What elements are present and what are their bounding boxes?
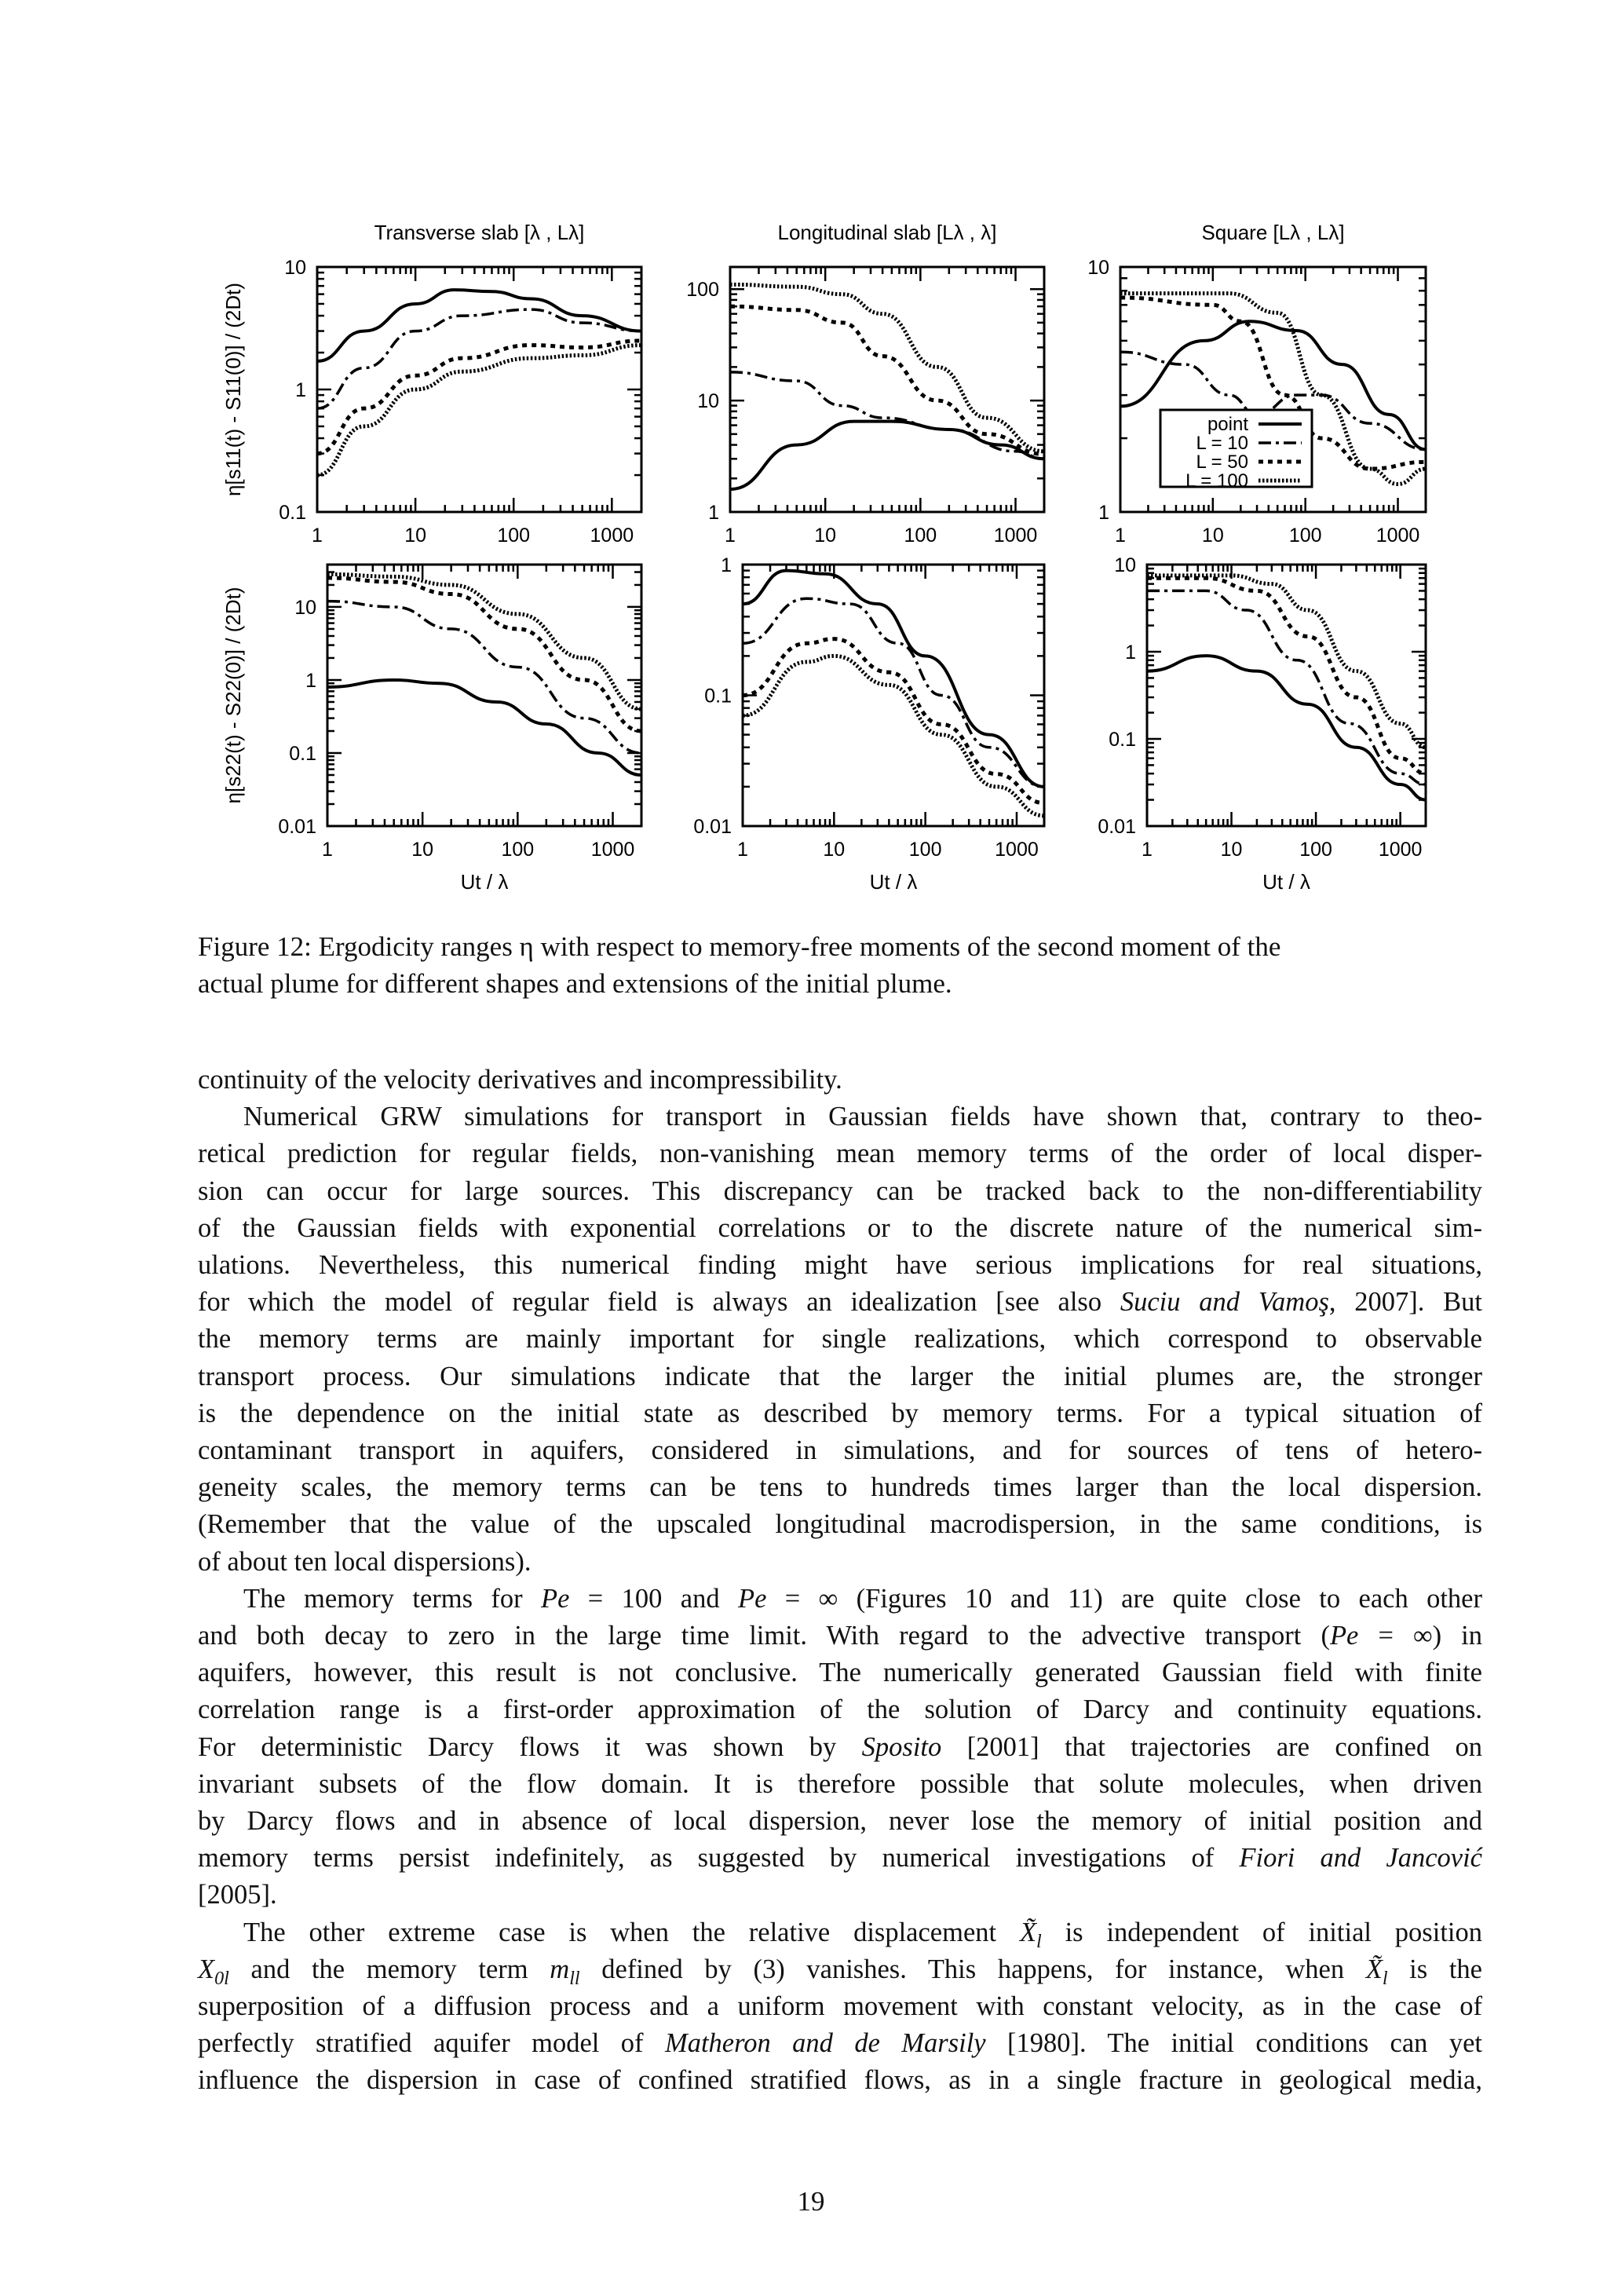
text-segment: sion can occur for large sources. This discrepancy can be tracked back to the non-differentiability	[198, 1175, 1482, 1206]
y-tick-label: 0.01	[1098, 816, 1136, 838]
text-line	[198, 1469, 1482, 1505]
text-segment: [1980]. The initial conditions can yet	[985, 2028, 1482, 2059]
x-tick-label: 100	[908, 839, 942, 861]
y-tick-label: 1	[1125, 642, 1136, 664]
text-segment: contaminant transport in aquifers, considered in simulations, and for sources of tens of hetero-	[198, 1435, 1482, 1465]
series-point	[730, 422, 1044, 489]
y-tick-label: 0.1	[289, 742, 316, 765]
italic-text: l	[1382, 1967, 1388, 1989]
y-tick-label: 0.1	[279, 502, 306, 524]
text-line	[198, 1581, 1482, 1617]
text-segment: aquifers, however, this result is not conclusive. The numerically generated Gaussian field with finite	[198, 1658, 1482, 1688]
italic-text: Suciu and Vamoş	[1120, 1287, 1329, 1318]
x-tick-label: 1	[725, 525, 736, 547]
text-segment: (Remember that the value of the upscaled longitudinal macrodispersion, in the same conditions, is	[198, 1509, 1482, 1540]
text-segment: memory terms persist indefinitely, as suggested by numerical investigations of	[198, 1843, 1240, 1874]
text-line	[198, 1766, 1482, 1802]
text-segment: , 2007]. But	[1328, 1287, 1482, 1318]
italic-text: Pe	[738, 1583, 767, 1614]
text-segment: The other extreme case is when the relative displacement	[243, 1917, 1020, 1947]
y-tick-label: 1	[721, 554, 732, 576]
series-l100	[327, 574, 641, 709]
text-segment: retical prediction for regular fields, non-vanishing mean memory terms of the order of local disper-	[198, 1139, 1482, 1169]
x-axis-label: Ut / λ	[869, 870, 918, 894]
text-segment: influence the dispersion in case of confined stratified flows, as in a single fracture in geological media,	[198, 2065, 1482, 2096]
y-tick-label: 10	[294, 596, 316, 619]
text-line	[198, 1877, 1482, 1913]
text-line	[198, 2025, 1482, 2061]
x-tick-label: 10	[814, 525, 837, 547]
text-segment: = ∞) in	[1358, 1621, 1482, 1651]
legend	[1160, 410, 1312, 492]
y-tick-label: 1	[305, 669, 316, 692]
series-l50	[730, 306, 1044, 454]
series-l100	[1147, 576, 1426, 748]
italic-text: Fiori and Jancović	[1239, 1843, 1482, 1874]
text-segment: for which the model of regular field is always an idealization [see also	[198, 1287, 1120, 1318]
legend-label: point	[1207, 414, 1248, 435]
y-tick-label: 0.1	[704, 685, 732, 707]
x-tick-label: 1	[1142, 839, 1153, 861]
panel-4	[221, 565, 641, 894]
text-line	[198, 1321, 1482, 1357]
text-line	[198, 1914, 1482, 1951]
panel-title: Longitudinal slab [Lλ , λ]	[777, 221, 997, 244]
series-l10	[743, 598, 1044, 787]
series-point	[1147, 656, 1426, 800]
series-point	[743, 571, 1044, 787]
x-tick-label: 1000	[1375, 525, 1420, 547]
italic-text: ll	[569, 1967, 580, 1989]
x-tick-label: 1	[322, 839, 333, 861]
text-segment: superposition of a diffusion process and a uniform movement with constant velocity, as in the case of	[198, 1991, 1482, 2021]
text-segment: of the Gaussian fields with exponential correlations or to the discrete nature of the numerical sim-	[198, 1212, 1482, 1243]
page-number: 19	[797, 2186, 825, 2217]
y-axis-label: η[s22(t) - S22(0)] / (2Dt)	[221, 587, 245, 804]
plot-frame	[317, 267, 641, 512]
x-tick-label: 1	[312, 525, 323, 547]
x-tick-label: 1000	[590, 839, 635, 861]
text-segment: Numerical GRW simulations for transport in Gaussian fields have shown that, contrary to theo-	[243, 1102, 1482, 1132]
x-tick-label: 10	[1220, 839, 1243, 861]
x-tick-label: 100	[1299, 839, 1332, 861]
x-tick-label: 10	[411, 839, 434, 861]
text-line	[198, 1544, 1482, 1580]
text-segment: invariant subsets of the flow domain. It is therefore possible that solute molecules, when driven	[198, 1768, 1482, 1799]
x-tick-label: 100	[904, 525, 937, 547]
italic-text: m	[550, 1954, 570, 1984]
text-line	[198, 1506, 1482, 1542]
legend-label: L = 50	[1196, 452, 1248, 473]
italic-text: Pe	[1329, 1621, 1359, 1651]
y-tick-label: 0.01	[693, 816, 732, 838]
text-line	[198, 1247, 1482, 1283]
series-l50	[743, 639, 1044, 803]
x-tick-label: 1000	[995, 839, 1039, 861]
plot-frame	[327, 565, 641, 826]
text-line	[198, 1395, 1482, 1431]
text-segment: is the	[1387, 1954, 1482, 1984]
legend-label: L = 100	[1185, 470, 1248, 492]
y-tick-label: 100	[686, 279, 719, 302]
text-segment: [2005].	[198, 1880, 277, 1910]
y-tick-label: 0.1	[1109, 729, 1136, 751]
x-axis-label: Ut / λ	[460, 870, 509, 894]
text-segment: For deterministic Darcy flows it was shown by	[198, 1731, 862, 1762]
x-tick-label: 10	[823, 839, 846, 861]
italic-text: X̃	[1365, 1954, 1383, 1984]
text-line	[198, 1062, 1482, 1098]
text-segment: correlation range is a first-order approximation of the solution of Darcy and continuity equations.	[198, 1695, 1482, 1725]
x-tick-label: 1	[737, 839, 748, 861]
panel-title: Transverse slab [λ , Lλ]	[374, 221, 585, 244]
x-axis-label: Ut / λ	[1262, 870, 1310, 894]
x-tick-label: 1	[1115, 525, 1126, 547]
series-point	[327, 680, 641, 775]
y-tick-label: 0.01	[278, 816, 316, 838]
text-line	[198, 1135, 1482, 1172]
italic-text: 0l	[214, 1967, 229, 1989]
text-segment: of about ten local dispersions).	[198, 1546, 532, 1577]
x-tick-label: 100	[497, 525, 531, 547]
text-line	[198, 1988, 1482, 2024]
italic-text: X̃	[1019, 1917, 1037, 1947]
x-tick-label: 10	[404, 525, 427, 547]
figure-caption-line-2: actual plume for different shapes and extensions of the initial plume.	[198, 968, 952, 999]
italic-text: X	[198, 1954, 215, 1984]
y-tick-label: 1	[1098, 502, 1109, 524]
plot-frame	[730, 267, 1044, 512]
y-tick-label: 1	[295, 379, 306, 401]
text-segment: [2001] that trajectories are confined on	[941, 1731, 1482, 1762]
text-segment: ulations. Nevertheless, this numerical finding might have serious implications for real situations,	[198, 1250, 1482, 1280]
text-segment: is independent of initial position	[1041, 1917, 1482, 1947]
series-l50	[1147, 578, 1426, 773]
panel-title: Square [Lλ , Lλ]	[1201, 221, 1345, 244]
y-tick-label: 10	[1114, 554, 1136, 576]
text-line	[198, 1173, 1482, 1209]
x-tick-label: 1000	[590, 525, 634, 547]
panel-1	[221, 221, 641, 547]
text-segment: and the memory term	[228, 1954, 550, 1984]
text-segment: and both decay to zero in the large time limit. With regard to the advective transport (	[198, 1621, 1330, 1651]
y-tick-label: 10	[697, 390, 719, 413]
text-segment: defined by (3) vanishes. This happens, for instance, when	[579, 1954, 1366, 1984]
text-line	[198, 1691, 1482, 1727]
text-line	[198, 1951, 1482, 1987]
text-segment: continuity of the velocity derivatives and incompressibility.	[198, 1065, 842, 1095]
y-tick-label: 10	[284, 257, 306, 279]
legend-label: L = 10	[1196, 433, 1248, 454]
series-point	[317, 290, 641, 361]
panel-3	[1087, 221, 1426, 547]
italic-text: l	[1036, 1930, 1042, 1952]
y-tick-label: 10	[1087, 257, 1109, 279]
text-line	[198, 2062, 1482, 2098]
italic-text: Matheron and de Marsily	[664, 2028, 986, 2059]
italic-text: Sposito	[861, 1731, 942, 1762]
text-segment: The memory terms for	[243, 1583, 542, 1614]
text-line	[198, 1618, 1482, 1654]
text-line	[198, 1803, 1482, 1839]
x-tick-label: 100	[1288, 525, 1322, 547]
series-l50	[317, 341, 641, 454]
text-segment: perfectly stratified aquifer model of	[198, 2028, 665, 2059]
text-line	[198, 1654, 1482, 1691]
text-segment: = ∞ (Figures 10 and 11) are quite close to each other	[766, 1583, 1482, 1614]
text-line	[198, 1284, 1482, 1320]
plot-frame	[1147, 565, 1426, 826]
panel-5	[693, 554, 1044, 894]
text-line	[198, 1210, 1482, 1246]
x-tick-label: 1000	[993, 525, 1038, 547]
x-tick-label: 10	[1201, 525, 1224, 547]
text-line	[198, 1840, 1482, 1876]
panel-6	[1098, 554, 1426, 894]
figure-12	[0, 0, 1622, 911]
text-segment: by Darcy flows and in absence of local dispersion, never lose the memory of initial position and	[198, 1806, 1482, 1836]
figure-caption-line-1: Figure 12: Ergodicity ranges η with respect to memory-free moments of the second moment of the	[198, 931, 1281, 962]
text-line	[198, 1358, 1482, 1395]
panel-2	[686, 221, 1044, 547]
text-segment: is the dependence on the initial state as described by memory terms. For a typical situation of	[198, 1398, 1482, 1428]
y-tick-label: 1	[708, 502, 719, 524]
italic-text: Pe	[541, 1583, 570, 1614]
text-segment: the memory terms are mainly important for single realizations, which correspond to observable	[198, 1324, 1482, 1355]
series-l10	[317, 309, 641, 408]
series-l10	[327, 601, 641, 753]
text-segment: = 100 and	[569, 1583, 738, 1614]
x-tick-label: 1000	[1378, 839, 1423, 861]
x-tick-label: 100	[501, 839, 535, 861]
text-line	[198, 1729, 1482, 1765]
text-line	[198, 1099, 1482, 1135]
text-line	[198, 1432, 1482, 1468]
y-axis-label: η[s11(t) - S11(0)] / (2Dt)	[221, 282, 245, 497]
text-segment: transport process. Our simulations indicate that the larger the initial plumes are, the stronger	[198, 1361, 1482, 1391]
text-segment: geneity scales, the memory terms can be tens to hundreds times larger than the local dispersion.	[198, 1472, 1482, 1503]
